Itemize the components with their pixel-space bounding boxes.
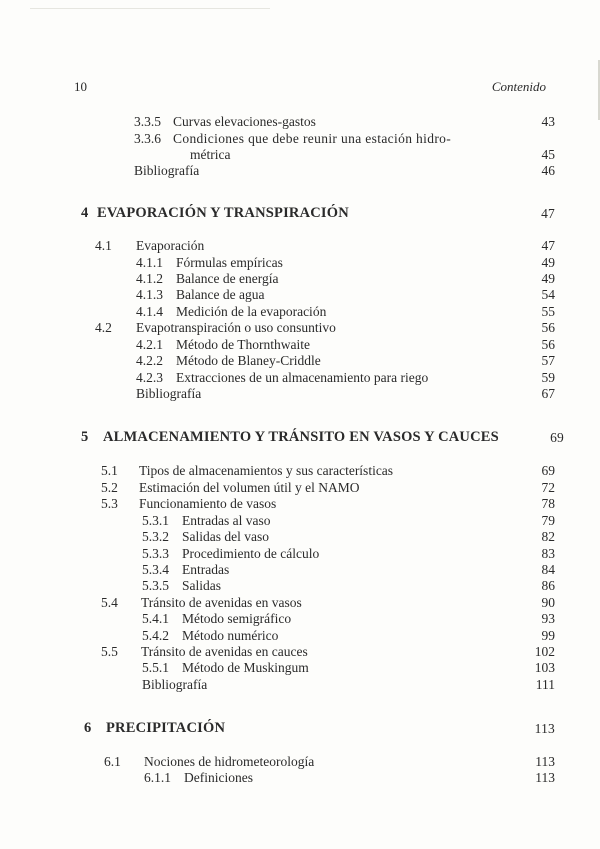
entry-page: 49 bbox=[541, 271, 555, 286]
entry-page: 82 bbox=[541, 529, 555, 544]
entry-title: Balance de agua bbox=[176, 287, 265, 302]
entry-page: 99 bbox=[541, 628, 555, 643]
entry-number: 4.2.3 bbox=[136, 370, 163, 385]
entry-number: 4.2.1 bbox=[136, 337, 163, 352]
entry-number: 3.3.5 bbox=[134, 114, 161, 129]
entry-title: Tránsito de avenidas en cauces bbox=[141, 644, 308, 659]
entry-number: 4.1.1 bbox=[136, 255, 163, 270]
entry-page: 59 bbox=[541, 370, 555, 385]
entry-page: 56 bbox=[541, 337, 555, 352]
toc-entry bbox=[0, 577, 600, 594]
toc-entry bbox=[0, 130, 600, 147]
toc-entry bbox=[0, 512, 600, 529]
entry-page: 83 bbox=[541, 546, 555, 561]
entry-title: Método numérico bbox=[182, 628, 279, 643]
entry-number: 4.2.2 bbox=[136, 353, 163, 368]
toc-entry bbox=[0, 676, 600, 693]
entry-page: 47 bbox=[541, 238, 555, 253]
entry-title: Tránsito de avenidas en vasos bbox=[141, 595, 302, 610]
entry-title: Tipos de almacenamientos y sus características bbox=[139, 463, 394, 478]
entry-number: 4.1.4 bbox=[136, 304, 163, 319]
entry-title: Definiciones bbox=[184, 770, 253, 785]
entry-page: 78 bbox=[541, 496, 555, 511]
entry-title: métrica bbox=[190, 147, 231, 162]
entry-number: 5.3.5 bbox=[142, 578, 169, 593]
entry-number: 5.3.1 bbox=[142, 513, 169, 528]
toc-chapter bbox=[0, 205, 600, 222]
entry-number: 5.5.1 bbox=[142, 660, 169, 675]
entry-page: 113 bbox=[535, 754, 555, 769]
toc-entry bbox=[0, 336, 600, 353]
entry-page: 72 bbox=[541, 480, 555, 495]
toc-entry bbox=[0, 286, 600, 303]
entry-title: Método de Thornthwaite bbox=[176, 337, 310, 352]
entry-page: 102 bbox=[534, 644, 555, 659]
entry-title: Fórmulas empíricas bbox=[176, 255, 283, 270]
toc-entry bbox=[0, 303, 600, 320]
entry-page: 103 bbox=[534, 660, 555, 675]
entry-title: Condiciones que debe reunir una estación hidro- bbox=[173, 131, 452, 146]
toc-entry bbox=[0, 352, 600, 369]
entry-page: 79 bbox=[541, 513, 555, 528]
toc-entry bbox=[0, 462, 600, 479]
entry-number: 5.4.1 bbox=[142, 611, 169, 626]
entry-page: 84 bbox=[541, 562, 555, 577]
toc-entry bbox=[0, 495, 600, 512]
entry-number: 5.2 bbox=[101, 480, 118, 495]
entry-number: 6.1 bbox=[104, 754, 121, 769]
entry-page: 67 bbox=[541, 386, 555, 401]
entry-title: Evapotranspiración o uso consuntivo bbox=[136, 320, 336, 335]
toc-entry bbox=[0, 561, 600, 578]
chapter-title: PRECIPITACIÓN bbox=[106, 720, 226, 736]
entry-number: 5.5 bbox=[101, 644, 118, 659]
toc-entry bbox=[0, 319, 600, 336]
entry-title: Entradas bbox=[182, 562, 230, 577]
entry-title: Bibliografía bbox=[136, 386, 202, 401]
entry-title: Método semigráfico bbox=[182, 611, 292, 626]
running-title: Contenido bbox=[491, 79, 546, 94]
entry-page: 57 bbox=[541, 353, 555, 368]
toc-chapter bbox=[0, 429, 600, 446]
entry-page: 113 bbox=[535, 770, 555, 785]
chapter-number: 6 bbox=[84, 720, 92, 736]
entry-page: 113 bbox=[534, 721, 555, 736]
toc-entry bbox=[0, 162, 600, 179]
entry-number: 5.3 bbox=[101, 496, 118, 511]
entry-title: Balance de energía bbox=[176, 271, 279, 286]
toc-entry bbox=[0, 627, 600, 644]
entry-page: 69 bbox=[541, 463, 555, 478]
entry-number: 4.1.3 bbox=[136, 287, 163, 302]
entry-page: 47 bbox=[541, 206, 555, 221]
scan-artifact bbox=[30, 8, 270, 9]
page-header bbox=[0, 79, 600, 97]
toc-entry bbox=[0, 753, 600, 770]
entry-number: 5.4 bbox=[101, 595, 118, 610]
entry-title: Extracciones de un almacenamiento para riego bbox=[176, 370, 429, 385]
entry-title: Nociones de hidrometeorología bbox=[144, 754, 315, 769]
entry-number: 5.3.3 bbox=[142, 546, 169, 561]
entry-title: Salidas del vaso bbox=[182, 529, 269, 544]
entry-title: Salidas bbox=[182, 578, 221, 593]
entry-title: Evaporación bbox=[136, 238, 205, 253]
entry-title: Entradas al vaso bbox=[182, 513, 271, 528]
toc-entry bbox=[0, 254, 600, 271]
toc-entry bbox=[0, 237, 600, 254]
entry-title: Bibliografía bbox=[142, 677, 208, 692]
chapter-number: 4 bbox=[81, 205, 89, 221]
entry-page: 45 bbox=[541, 147, 555, 162]
entry-page: 90 bbox=[541, 595, 555, 610]
entry-number: 5.1 bbox=[101, 463, 118, 478]
entry-number: 5.4.2 bbox=[142, 628, 169, 643]
page-number: 10 bbox=[74, 79, 87, 94]
entry-title: Bibliografía bbox=[134, 163, 200, 178]
toc-entry bbox=[0, 594, 600, 611]
entry-page: 111 bbox=[535, 677, 555, 692]
entry-title: Estimación del volumen útil y el NAMO bbox=[139, 480, 360, 495]
entry-page: 69 bbox=[550, 430, 564, 445]
entry-number: 4.1.2 bbox=[136, 271, 163, 286]
toc-entry bbox=[0, 659, 600, 676]
entry-title: Procedimiento de cálculo bbox=[182, 546, 320, 561]
toc-entry bbox=[0, 369, 600, 386]
entry-number: 4.1 bbox=[95, 238, 112, 253]
entry-title: Medición de la evaporación bbox=[176, 304, 327, 319]
toc-entry bbox=[0, 528, 600, 545]
toc-entry bbox=[0, 769, 600, 786]
chapter-title: EVAPORACIÓN Y TRANSPIRACIÓN bbox=[97, 205, 349, 221]
entry-title: Método de Muskingum bbox=[182, 660, 309, 675]
toc-entry-continuation bbox=[0, 146, 600, 163]
entry-title: Curvas elevaciones-gastos bbox=[173, 114, 316, 129]
entry-title: Método de Blaney-Criddle bbox=[176, 353, 321, 368]
entry-number: 3.3.6 bbox=[134, 131, 161, 146]
toc-entry bbox=[0, 385, 600, 402]
entry-number: 5.3.4 bbox=[142, 562, 169, 577]
toc-entry bbox=[0, 643, 600, 660]
entry-page: 43 bbox=[541, 114, 555, 129]
entry-page: 86 bbox=[541, 578, 555, 593]
entry-number: 4.2 bbox=[95, 320, 112, 335]
chapter-number: 5 bbox=[81, 429, 89, 445]
entry-page: 55 bbox=[541, 304, 555, 319]
entry-number: 6.1.1 bbox=[144, 770, 171, 785]
toc-chapter bbox=[0, 720, 600, 737]
toc-entry bbox=[0, 113, 600, 130]
chapter-title: ALMACENAMIENTO Y TRÁNSITO EN VASOS Y CAUCES bbox=[103, 429, 499, 445]
entry-title: Funcionamiento de vasos bbox=[139, 496, 277, 511]
entry-page: 93 bbox=[541, 611, 555, 626]
entry-number: 5.3.2 bbox=[142, 529, 169, 544]
entry-page: 54 bbox=[541, 287, 555, 302]
toc-entry bbox=[0, 479, 600, 496]
toc-entry bbox=[0, 545, 600, 562]
entry-page: 56 bbox=[541, 320, 555, 335]
toc-entry bbox=[0, 270, 600, 287]
toc-entry bbox=[0, 610, 600, 627]
entry-page: 46 bbox=[541, 163, 555, 178]
entry-page: 49 bbox=[541, 255, 555, 270]
